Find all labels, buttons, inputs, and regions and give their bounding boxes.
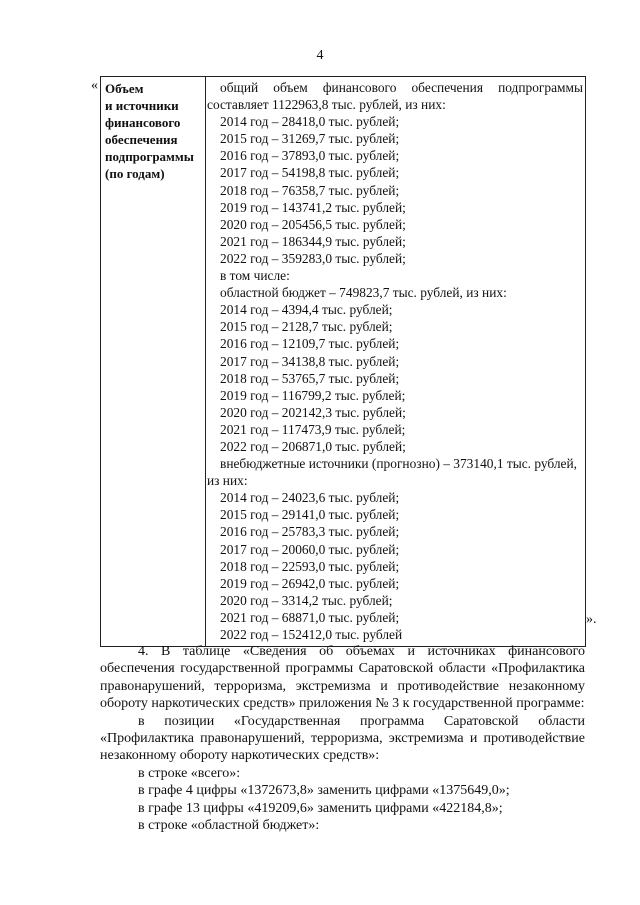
financing-line: 2018 год – 53765,7 тыс. рублей;: [220, 370, 400, 386]
financing-line: 2017 год – 20060,0 тыс. рублей;: [220, 541, 400, 557]
financing-line: 2021 год – 68871,0 тыс. рублей;: [220, 609, 400, 625]
paragraph-item-4: 4. В таблице «Сведения об объемах и источниках финансового обеспечения государственной программы Саратовской области «Профилактика правонарушений, терроризма, экстремизма и противодействие незаконному обороту наркотических средств» приложения № 3 к государственной программе:: [100, 644, 585, 712]
paragraph-row-regional-budget: в строке «областной бюджет»:: [138, 818, 320, 834]
financing-line: 2015 год – 31269,7 тыс. рублей;: [220, 131, 400, 147]
financing-line: 2017 год – 34138,8 тыс. рублей;: [220, 353, 400, 369]
financing-line: 2019 год – 143741,2 тыс. рублей;: [220, 199, 406, 215]
financing-label: Объем и источники финансового обеспечения подпрограммы (по годам): [105, 81, 194, 182]
financing-values-cell: [206, 77, 586, 647]
financing-line: 2020 год – 205456,5 тыс. рублей;: [220, 216, 406, 232]
financing-label-cell: [101, 77, 206, 647]
financing-values: [206, 77, 585, 646]
financing-line: в том числе:: [220, 268, 290, 284]
opening-quote-mark: «: [91, 78, 98, 93]
financing-line: 2015 год – 29141,0 тыс. рублей;: [220, 507, 400, 523]
financing-line: 2016 год – 12109,7 тыс. рублей;: [220, 336, 400, 352]
financing-line: областной бюджет – 749823,7 тыс. рублей, из них:: [220, 285, 507, 301]
page-number: 4: [316, 48, 324, 63]
financing-line: 2018 год – 22593,0 тыс. рублей;: [220, 558, 400, 574]
financing-line: 2021 год – 186344,9 тыс. рублей;: [220, 233, 406, 249]
financing-line: 2017 год – 54198,8 тыс. рублей;: [220, 165, 400, 181]
financing-line: 2014 год – 24023,6 тыс. рублей;: [220, 490, 400, 506]
financing-line: 2019 год – 116799,2 тыс. рублей;: [220, 387, 406, 403]
financing-line: 2020 год – 3314,2 тыс. рублей;: [220, 592, 393, 608]
financing-line: внебюджетные источники (прогнозно) – 373140,1 тыс. рублей,: [220, 456, 578, 472]
financing-row: [101, 77, 586, 647]
financing-line: 2014 год – 28418,0 тыс. рублей;: [220, 114, 400, 130]
financing-line: 2014 год – 4394,4 тыс. рублей;: [220, 302, 393, 318]
financing-line: 2016 год – 25783,3 тыс. рублей;: [220, 524, 400, 540]
financing-line: 2022 год – 206871,0 тыс. рублей;: [220, 438, 406, 454]
financing-line: 2021 год – 117473,9 тыс. рублей;: [220, 421, 406, 437]
financing-line: 2022 год – 359283,0 тыс. рублей;: [220, 250, 406, 266]
financing-line: 2016 год – 37893,0 тыс. рублей;: [220, 148, 400, 164]
paragraph-column-13: в графе 13 цифры «419209,6» заменить цифрами «422184,8»;: [138, 800, 503, 816]
amendment-text: [100, 643, 585, 834]
financing-line: из них:: [207, 473, 248, 489]
paragraph-column-4: в графе 4 цифры «1372673,8» заменить цифрами «1375649,0»;: [138, 783, 510, 799]
paragraph-row-total: в строке «всего»:: [138, 765, 241, 781]
financing-line: 2022 год – 152412,0 тыс. рублей: [220, 627, 403, 642]
financing-line: 2019 год – 26942,0 тыс. рублей;: [220, 575, 400, 591]
closing-quote-mark: ».: [586, 612, 597, 627]
financing-line: 2015 год – 2128,7 тыс. рублей;: [220, 319, 393, 335]
financing-line: 2020 год – 202142,3 тыс. рублей;: [220, 404, 406, 420]
financing-table: [100, 76, 586, 647]
financing-line: составляет 1122963,8 тыс. рублей, из них:: [207, 97, 446, 113]
financing-line: общий объем финансового обеспечения подпрограммы: [220, 80, 583, 95]
paragraph-position: в позиции «Государственная программа Саратовской области «Профилактика правонарушений, терроризма, экстремизма и противодействие незаконному обороту наркотических средств»:: [100, 713, 585, 764]
financing-line: 2018 год – 76358,7 тыс. рублей;: [220, 182, 400, 198]
